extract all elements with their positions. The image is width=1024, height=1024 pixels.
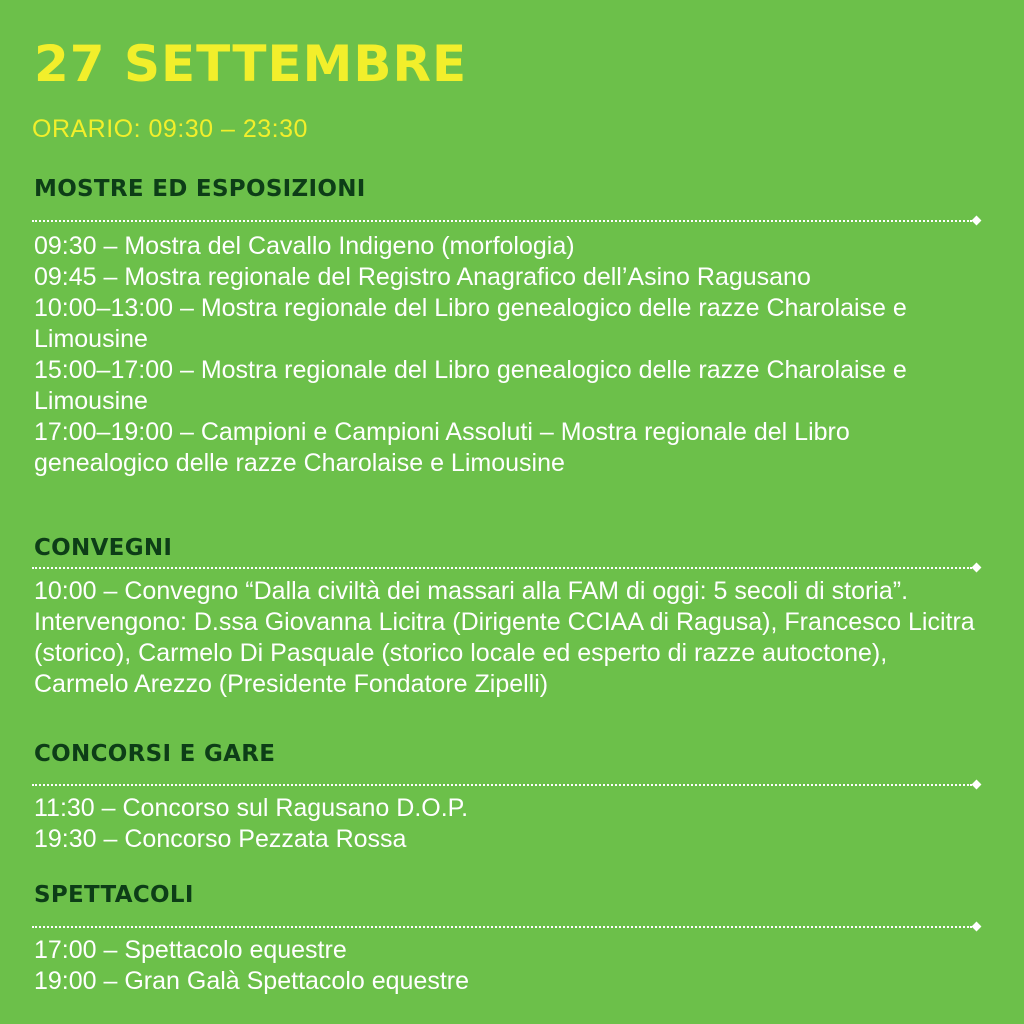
divider-dots [32, 220, 972, 222]
schedule-item: 19:00 – Gran Galà Spettacolo equestre [34, 967, 470, 995]
section-mostre-esposizioni [34, 174, 980, 479]
divider-dots [32, 926, 972, 928]
section-title: SPETTACOLI [34, 882, 194, 908]
section-convegni [34, 533, 980, 700]
dotted-divider [32, 563, 982, 573]
diamond-icon [972, 216, 982, 226]
schedule-item: 17:00–19:00 – Campioni e Campioni Assoluti – Mostra regionale del Libro genealogico delle razze Charolaise e Limousine [34, 418, 850, 477]
schedule-item: 15:00–17:00 – Mostra regionale del Libro genealogico delle razze Charolaise e Limousine [34, 356, 907, 415]
schedule-item: 19:30 – Concorso Pezzata Rossa [34, 825, 407, 853]
divider-dots [32, 567, 972, 569]
diamond-icon [972, 780, 982, 790]
dotted-divider [32, 216, 982, 226]
section-spettacoli [34, 880, 980, 997]
schedule-item: 10:00–13:00 – Mostra regionale del Libro genealogico delle razze Charolaise e Limousine [34, 294, 907, 353]
page-title: 27 SETTEMBRE [34, 35, 468, 93]
opening-hours: ORARIO: 09:30 – 23:30 [32, 115, 308, 143]
diamond-icon [972, 922, 982, 932]
divider-dots [32, 784, 972, 786]
section-title: CONCORSI E GARE [34, 741, 276, 767]
schedule-item: 11:30 – Concorso sul Ragusano D.O.P. [34, 794, 469, 822]
diamond-icon [972, 563, 982, 573]
schedule-list [34, 231, 980, 479]
schedule-item: 17:00 – Spettacolo equestre [34, 936, 347, 964]
dotted-divider [32, 780, 982, 790]
section-concorsi-gare [34, 739, 980, 855]
dotted-divider [32, 922, 982, 932]
schedule-item: 09:45 – Mostra regionale del Registro Anagrafico dell’Asino Ragusano [34, 263, 811, 291]
schedule-list [34, 935, 980, 997]
schedule-item: 09:30 – Mostra del Cavallo Indigeno (morfologia) [34, 232, 575, 260]
schedule-list [34, 576, 980, 700]
section-title: MOSTRE ED ESPOSIZIONI [34, 176, 366, 202]
schedule-item: 10:00 – Convegno “Dalla civiltà dei massari alla FAM di oggi: 5 secoli di storia”. Intervengono: D.ssa Giovanna Licitra (Dirigente CCIAA di Ragusa), Francesco Licitra (storico), Carmelo Di Pasquale (storico locale ed esperto di razze autoctone), Carmelo Arezzo (Presidente Fondatore Zipelli) [34, 577, 975, 698]
schedule-list [34, 793, 980, 855]
section-title: CONVEGNI [34, 535, 173, 561]
